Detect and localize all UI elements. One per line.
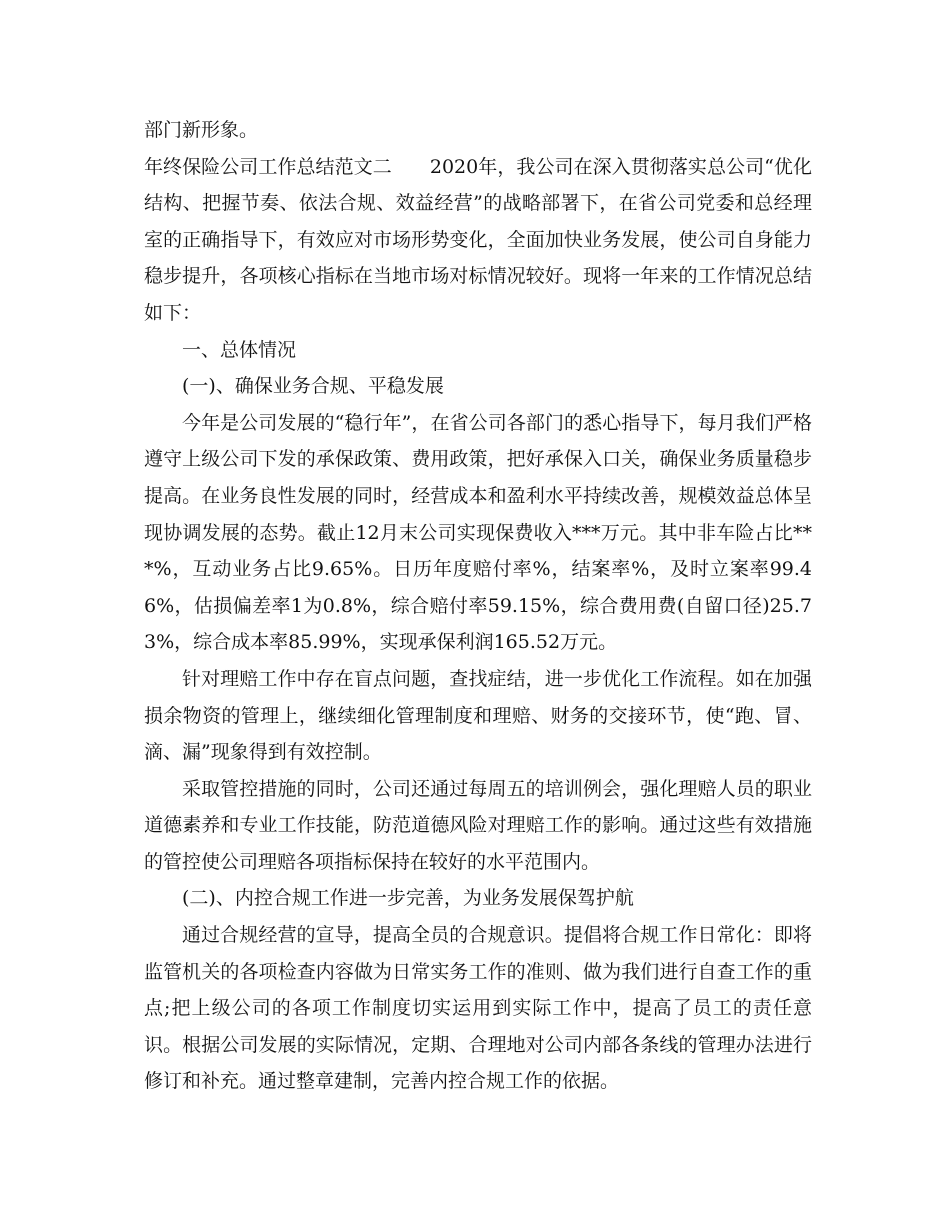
paragraph-training: 采取管控措施的同时，公司还通过每周五的培训例会，强化理赔人员的职业道德素养和专业工作技能，防范道德风险对理赔工作的影响。通过这些有效措施的管控使公司理赔各项指标保持在较好的水平范围内。	[144, 777, 812, 873]
paragraph-continuation: 部门新形象。	[144, 119, 259, 141]
paragraph-title-intro: 年终保险公司工作总结范文二 2020年，我公司在深入贯彻落实总公司“优化结构、把握节奏、依法合规、效益经营”的战略部署下，在省公司党委和总经理室的正确指导下，有效应对市场形势变化，全面加快业务发展，使公司自身能力稳步提升，各项核心指标在当地市场对标情况较好。现将一年来的工作情况总结如下：	[144, 155, 812, 324]
subsection-heading-2: (二)、内控合规工作进一步完善，为业务发展保驾护航	[182, 887, 634, 910]
paragraph-business-results: 今年是公司发展的“稳行年”，在省公司各部门的悉心指导下，每月我们严格遵守上级公司下发的承保政策、费用政策，把好承保入口关，确保业务质量稳步提高。在业务良性发展的同时，经营成本和盈利水平持续改善，规模效益总体呈现协调发展的态势。截止12月末公司实现保费收入***万元。其中非车险占比***%，互动业务占比9.65%。日历年度赔付率%，结案率%，及时立案率99.46%，估损偏差率1为0.8%，综合赔付率59.15%，综合费用费(自留口径)25.73%，综合成本率85.99%，实现承保利润165.52万元。	[144, 411, 812, 654]
paragraph-claims-process: 针对理赔工作中存在盲点问题，查找症结，进一步优化工作流程。如在加强损余物资的管理上，继续细化管理制度和理赔、财务的交接环节，使“跑、冒、滴、漏”现象得到有效控制。	[144, 667, 812, 764]
document-page	[144, 112, 812, 1100]
subsection-heading-1: (一)、确保业务合规、平稳发展	[182, 375, 444, 398]
paragraph-compliance: 通过合规经营的宣导，提高全员的合规意识。提倡将合规工作日常化：即将监管机关的各项检查内容做为日常实务工作的准则、做为我们进行自查工作的重点;把上级公司的各项工作制度切实运用到实际工作中，提高了员工的责任意识。根据公司发展的实际情况，定期、合理地对公司内部各条线的管理办法进行修订和补充。通过整章建制，完善内控合规工作的依据。	[144, 924, 812, 1093]
section-heading-overall: 一、总体情况	[182, 338, 297, 361]
